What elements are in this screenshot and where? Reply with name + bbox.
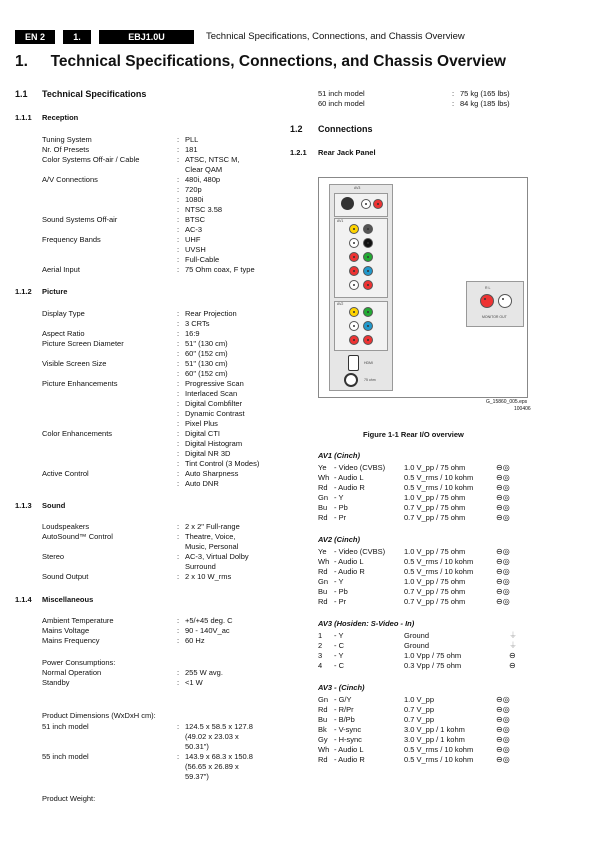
io-row-value: 0.7 V_pp [404, 715, 435, 724]
cinch-connector-icon: ⊖◎ [496, 577, 510, 586]
io-row-value: 0.3 Vpp / 75 ohm [404, 661, 462, 670]
picture-row-colon: : [177, 479, 180, 488]
section-1-1-title: Technical Specifications [42, 89, 147, 99]
section-1-1-4-title: Miscellaneous [42, 595, 94, 604]
io-row-code: Rd [318, 567, 328, 576]
sound-row-value: AC-3, Virtual Dolby [185, 552, 249, 561]
picture-row-label: Color Enhancements [42, 429, 113, 438]
av2-pb-jack [363, 321, 373, 331]
cinch-connector-icon: ⊖◎ [496, 705, 510, 714]
io-row-signal: - Pr [334, 513, 347, 522]
section-1-1-2-title: Picture [42, 287, 68, 296]
av2-audio-l-jack [349, 321, 359, 331]
io-row-code: Gn [318, 493, 329, 502]
av1-hsync-jack [363, 224, 373, 234]
io-row-signal: - H-sync [334, 735, 362, 744]
av2-group [334, 301, 388, 351]
io-row-signal: - Audio R [334, 483, 365, 492]
reception-row-value: Full-Cable [185, 255, 220, 264]
section-1-1-3-num: 1.1.3 [15, 501, 32, 510]
reception-row-colon: : [177, 265, 180, 274]
cinch-connector-icon: ⊖◎ [496, 483, 510, 492]
io-row-code: Gy [318, 735, 328, 744]
hdmi-label: HDMI [364, 361, 373, 365]
header-model: EBJ1.0U [99, 30, 194, 44]
picture-row-value: 60" (152 cm) [185, 369, 228, 378]
io-row-value: 3.0 V_pp / 1 kohm [404, 735, 465, 744]
dims-row-value: (56.65 x 26.89 x [185, 762, 239, 771]
header-lang: EN 2 [15, 30, 55, 44]
io-row-value: 1.0 Vpp / 75 ohm [404, 651, 462, 660]
io-row-value: 0.5 V_rms / 10 kohm [404, 557, 474, 566]
cinch-connector-icon: ⊖◎ [496, 745, 510, 754]
cinch-connector-icon: ⊖◎ [496, 463, 510, 472]
io-row-code: Rd [318, 513, 328, 522]
io-row-value: 0.7 V_pp / 75 ohm [404, 597, 466, 606]
power-row-value: 255 W avg. [185, 668, 223, 677]
av3-svideo-group [334, 193, 388, 217]
weight-title: Product Weight: [42, 794, 96, 803]
io-row-signal: - Y [334, 493, 344, 502]
av1-vsync-jack [363, 238, 373, 248]
io-row-code: 4 [318, 661, 323, 670]
sound-row-label: Stereo [42, 552, 65, 561]
io-row-code: 2 [318, 641, 323, 650]
io-row-value: 1.0 V_pp / 75 ohm [404, 493, 466, 502]
section-1-1-3-title: Sound [42, 501, 66, 510]
hdmi-port [348, 355, 359, 371]
io-row-value: 0.5 V_rms / 10 kohm [404, 745, 474, 754]
reception-row-value: UHF [185, 235, 201, 244]
io-row-signal: - Pb [334, 503, 348, 512]
page-title-text: Technical Specifications, Connections, and Chassis Overview [50, 53, 506, 70]
monitor-out-label: MONITOR OUT [482, 315, 507, 319]
picture-row-colon: : [177, 359, 180, 368]
io-row-code: Rd [318, 483, 328, 492]
picture-row-colon: : [177, 419, 180, 428]
io-row-code: Wh [318, 473, 330, 482]
weight-row-colon: : [452, 99, 455, 108]
dims-row-colon: : [177, 752, 180, 761]
av1-label: AV1 [337, 219, 344, 223]
figure-date: 100406 [514, 406, 531, 412]
reception-row-colon: : [177, 225, 180, 234]
misc-row-label: Ambient Temperature [42, 616, 114, 625]
picture-row-label: Picture Enhancements [42, 379, 118, 388]
misc-row-colon: : [177, 636, 180, 645]
reception-row-value: 720p [185, 185, 202, 194]
section-1-1-2-num: 1.1.2 [15, 287, 32, 296]
page-title-num: 1. [15, 53, 28, 70]
cinch-connector-icon: ⊖◎ [496, 725, 510, 734]
reception-row-label: Nr. Of Presets [42, 145, 90, 154]
io-row-signal: - Audio L [334, 745, 364, 754]
picture-row-value: Digital Histogram [185, 439, 243, 448]
io-row-code: Rd [318, 755, 328, 764]
picture-row-label: Picture Screen Diameter [42, 339, 124, 348]
sound-row-label: Loudspeakers [42, 522, 90, 531]
io-row-value: 1.0 V_pp / 75 ohm [404, 577, 466, 586]
io-row-value: 0.5 V_rms / 10 kohm [404, 567, 474, 576]
picture-row-colon: : [177, 329, 180, 338]
io-row-value: Ground [404, 641, 430, 650]
header-chapter: 1. [63, 30, 91, 44]
av2-pr-jack [363, 335, 373, 345]
reception-row-label: Aerial Input [42, 265, 80, 274]
picture-row-colon: : [177, 349, 180, 358]
io-row-signal: - Audio R [334, 567, 365, 576]
picture-row-value: Interlaced Scan [185, 389, 238, 398]
picture-row-label: Active Control [42, 469, 89, 478]
av2-audio-r-jack [349, 335, 359, 345]
picture-row-value: Pixel Plus [185, 419, 218, 428]
reception-row-value: UVSH [185, 245, 206, 254]
av1-audio-jack [349, 280, 359, 290]
cinch-connector-icon: ⊖◎ [496, 557, 510, 566]
cinch-connector-icon: ⊖◎ [496, 735, 510, 744]
av3-label: AV3 [354, 186, 361, 190]
av1-audio-r-jack [349, 252, 359, 262]
page-title [15, 53, 506, 71]
dims-row-label: 51 inch model [42, 722, 89, 731]
reception-row-colon: : [177, 205, 180, 214]
misc-row-colon: : [177, 626, 180, 635]
io-row-signal: - Audio L [334, 557, 364, 566]
picture-row-value: Auto Sharpness [185, 469, 239, 478]
io-row-value: 0.7 V_pp / 75 ohm [404, 503, 466, 512]
io-row-signal: - Pb [334, 587, 348, 596]
picture-row-value: Auto DNR [185, 479, 219, 488]
section-1-1-1-num: 1.1.1 [15, 113, 32, 122]
cinch-connector-icon: ⊖◎ [496, 715, 510, 724]
io-row-value: 3.0 V_pp / 1 kohm [404, 725, 465, 734]
antenna-connector [344, 373, 358, 387]
av1-extra-jack [363, 280, 373, 290]
io-row-value: 0.5 V_rms / 10 kohm [404, 755, 474, 764]
reception-row-value: NTSC 3.58 [185, 205, 223, 214]
io-row-code: Rd [318, 597, 328, 606]
weight-row-value: 84 kg (185 lbs) [460, 99, 510, 108]
io-row-signal: - Y [334, 577, 344, 586]
picture-row-value: 3 CRTs [185, 319, 210, 328]
signal-arrow-icon: ⊖ [509, 661, 516, 670]
av1-group [334, 218, 388, 298]
picture-row-value: 16:9 [185, 329, 200, 338]
dims-row-value: 124.5 x 58.5 x 127.8 [185, 722, 253, 731]
io-row-code: Wh [318, 557, 330, 566]
reception-row-value: PLL [185, 135, 199, 144]
weight-row-label: 51 inch model [318, 89, 365, 98]
io-row-value: 1.0 V_pp / 75 ohm [404, 463, 466, 472]
io-section-title: AV2 (Cinch) [318, 535, 360, 544]
io-row-code: Bu [318, 587, 328, 596]
power-row-label: Standby [42, 678, 70, 687]
io-row-signal: - Y [334, 651, 344, 660]
misc-row-label: Mains Voltage [42, 626, 90, 635]
section-1-2-num: 1.2 [290, 124, 303, 134]
io-row-code: 3 [318, 651, 323, 660]
sound-row-value: Theatre, Voice, [185, 532, 236, 541]
reception-row-label: Tuning System [42, 135, 92, 144]
section-1-2-1-num: 1.2.1 [290, 148, 307, 157]
reception-row-value: Clear QAM [185, 165, 223, 174]
io-row-value: 0.7 V_pp [404, 705, 435, 714]
section-1-1-1-title: Reception [42, 113, 79, 122]
picture-row-colon: : [177, 339, 180, 348]
picture-row-colon: : [177, 429, 180, 438]
picture-row-value: Progressive Scan [185, 379, 244, 388]
antenna-label: 75 ohm [364, 378, 376, 382]
io-row-signal: - C [334, 641, 344, 650]
power-row-label: Normal Operation [42, 668, 102, 677]
weight-row-value: 75 kg (165 lbs) [460, 89, 510, 98]
section-1-2-1-title: Rear Jack Panel [318, 148, 376, 157]
cinch-connector-icon: ⊖◎ [496, 597, 510, 606]
io-row-code: Gn [318, 695, 329, 704]
io-section-title: AV3 (Hosiden: S-Video - In) [318, 619, 415, 628]
cinch-connector-icon: ⊖◎ [496, 513, 510, 522]
io-row-code: Bk [318, 725, 327, 734]
io-row-code: Rd [318, 705, 328, 714]
io-row-code: Bu [318, 503, 328, 512]
reception-row-colon: : [177, 255, 180, 264]
reception-row-value: 181 [185, 145, 198, 154]
io-row-code: Wh [318, 745, 330, 754]
sound-row-label: Sound Output [42, 572, 89, 581]
io-row-value: 0.7 V_pp / 75 ohm [404, 587, 466, 596]
dims-row-value: (49.02 x 23.03 x [185, 732, 239, 741]
av1-pr-jack [349, 266, 359, 276]
io-row-signal: - Video (CVBS) [334, 547, 386, 556]
signal-arrow-icon: ⊖ [509, 651, 516, 660]
av2-video-jack [349, 307, 359, 317]
section-1-2-title: Connections [318, 124, 373, 134]
misc-row-value: +5/+45 deg. C [185, 616, 233, 625]
picture-row-colon: : [177, 319, 180, 328]
picture-row-colon: : [177, 409, 180, 418]
picture-row-value: Digital Combfilter [185, 399, 243, 408]
sound-row-value: Music, Personal [185, 542, 239, 551]
io-row-code: Ye [318, 463, 327, 472]
weight-row-colon: : [452, 89, 455, 98]
av1-audio-l-jack [349, 238, 359, 248]
cinch-connector-icon: ⊖◎ [496, 587, 510, 596]
reception-row-value: AC-3 [185, 225, 203, 234]
picture-row-value: 60" (152 cm) [185, 349, 228, 358]
cinch-connector-icon: ⊖◎ [496, 567, 510, 576]
reception-row-label: Color Systems Off-air / Cable [42, 155, 140, 164]
picture-row-value: 51" (130 cm) [185, 339, 228, 348]
svideo-connector [341, 197, 354, 210]
weight-row-label: 60 inch model [318, 99, 365, 108]
sound-row-colon: : [177, 572, 180, 581]
header-title: Technical Specifications, Connections, and Chassis Overview [206, 31, 465, 42]
ground-icon: ⏚ [509, 631, 517, 640]
picture-row-colon: : [177, 469, 180, 478]
figure-caption: Figure 1-1 Rear I/O overview [363, 430, 464, 439]
io-row-signal: - Audio L [334, 473, 364, 482]
reception-row-value: 75 Ohm coax, F type [185, 265, 255, 274]
av3-audio-l-jack [361, 199, 371, 209]
av1-video-jack [349, 224, 359, 234]
cinch-connector-icon: ⊖◎ [496, 493, 510, 502]
reception-row-label: Sound Systems Off-air [42, 215, 118, 224]
cinch-connector-icon: ⊖◎ [496, 755, 510, 764]
picture-row-colon: : [177, 449, 180, 458]
power-row-value: <1 W [185, 678, 203, 687]
sound-row-label: AutoSound™ Control [42, 532, 113, 541]
io-row-code: Bu [318, 715, 328, 724]
monitor-out-box [466, 281, 524, 327]
sound-row-colon: : [177, 522, 180, 531]
io-row-code: 1 [318, 631, 323, 640]
dims-row-value: 50.31") [185, 742, 209, 751]
sound-row-value: 2 x 10 W_rms [185, 572, 232, 581]
reception-row-label: A/V Connections [42, 175, 98, 184]
reception-row-colon: : [177, 145, 180, 154]
jack-strip [329, 184, 393, 391]
cinch-connector-icon: ⊖◎ [496, 547, 510, 556]
picture-row-value: Rear Projection [185, 309, 237, 318]
picture-row-value: Tint Control (3 Modes) [185, 459, 260, 468]
cinch-connector-icon: ⊖◎ [496, 473, 510, 482]
io-row-signal: - R/Pr [334, 705, 354, 714]
rear-panel-figure [318, 177, 528, 398]
monitor-out-l-jack [498, 294, 512, 308]
picture-row-label: Display Type [42, 309, 85, 318]
av2-label: AV2 [337, 302, 344, 306]
misc-row-colon: : [177, 616, 180, 625]
io-row-value: 1.0 V_pp / 75 ohm [404, 547, 466, 556]
picture-row-colon: : [177, 459, 180, 468]
power-row-colon: : [177, 678, 180, 687]
io-row-value: 1.0 V_pp [404, 695, 435, 704]
io-row-value: 0.7 V_pp / 75 ohm [404, 513, 466, 522]
ground-icon: ⏚ [509, 641, 517, 650]
reception-row-value: ATSC, NTSC M, [185, 155, 240, 164]
io-row-signal: - G/Y [334, 695, 352, 704]
section-1-1-4-num: 1.1.4 [15, 595, 32, 604]
io-section-title: AV3 - (Cinch) [318, 683, 365, 692]
sound-row-colon: : [177, 532, 180, 541]
power-title: Power Consumptions: [42, 658, 116, 667]
av1-pb-jack [363, 266, 373, 276]
reception-row-value: BTSC [185, 215, 206, 224]
io-row-code: Ye [318, 547, 327, 556]
io-row-code: Gn [318, 577, 329, 586]
reception-row-colon: : [177, 215, 180, 224]
picture-row-colon: : [177, 309, 180, 318]
dims-title: Product Dimensions (WxDxH cm): [42, 711, 156, 720]
io-row-signal: - Video (CVBS) [334, 463, 386, 472]
av2-y-jack [363, 307, 373, 317]
io-row-signal: - Y [334, 631, 344, 640]
section-1-1-num: 1.1 [15, 89, 28, 99]
reception-row-colon: : [177, 235, 180, 244]
picture-row-value: Dynamic Contrast [185, 409, 245, 418]
picture-row-value: Digital CTI [185, 429, 221, 438]
reception-row-colon: : [177, 195, 180, 204]
reception-row-colon: : [177, 135, 180, 144]
sound-row-colon: : [177, 552, 180, 561]
reception-row-colon: : [177, 155, 180, 164]
io-row-value: 0.5 V_rms / 10 kohm [404, 473, 474, 482]
reception-row-value: 1080i [185, 195, 204, 204]
dims-row-value: 143.9 x 68.3 x 150.8 [185, 752, 253, 761]
reception-row-colon: : [177, 175, 180, 184]
power-row-colon: : [177, 668, 180, 677]
reception-row-value: 480i, 480p [185, 175, 221, 184]
av3-audio-r-jack [373, 199, 383, 209]
io-row-signal: - V-sync [334, 725, 362, 734]
io-section-title: AV1 (Cinch) [318, 451, 360, 460]
picture-row-colon: : [177, 379, 180, 388]
io-row-value: Ground [404, 631, 430, 640]
io-row-signal: - Audio R [334, 755, 365, 764]
picture-row-colon: : [177, 369, 180, 378]
sound-row-value: Surround [185, 562, 216, 571]
monitor-out-rl: R L [485, 286, 491, 290]
cinch-connector-icon: ⊖◎ [496, 695, 510, 704]
sound-row-value: 2 x 2" Full-range [185, 522, 240, 531]
picture-row-colon: : [177, 439, 180, 448]
reception-row-colon: : [177, 185, 180, 194]
dims-row-value: 59.37") [185, 772, 209, 781]
misc-row-label: Mains Frequency [42, 636, 100, 645]
dims-row-colon: : [177, 722, 180, 731]
io-row-signal: - B/Pb [334, 715, 355, 724]
picture-row-colon: : [177, 399, 180, 408]
av1-y-jack [363, 252, 373, 262]
dims-row-label: 55 inch model [42, 752, 89, 761]
picture-row-colon: : [177, 389, 180, 398]
io-row-value: 0.5 V_rms / 10 kohm [404, 483, 474, 492]
picture-row-value: Digital NR 3D [185, 449, 231, 458]
cinch-connector-icon: ⊖◎ [496, 503, 510, 512]
picture-row-value: 51" (130 cm) [185, 359, 228, 368]
picture-row-label: Visible Screen Size [42, 359, 107, 368]
misc-row-value: 60 Hz [185, 636, 205, 645]
reception-row-colon: : [177, 245, 180, 254]
monitor-out-r-jack [480, 294, 494, 308]
figure-file: G_15860_005.eps [486, 399, 528, 405]
picture-row-label: Aspect Ratio [42, 329, 85, 338]
io-row-signal: - Pr [334, 597, 347, 606]
io-row-signal: - C [334, 661, 344, 670]
reception-row-label: Frequency Bands [42, 235, 101, 244]
misc-row-value: 90 - 140V_ac [185, 626, 230, 635]
